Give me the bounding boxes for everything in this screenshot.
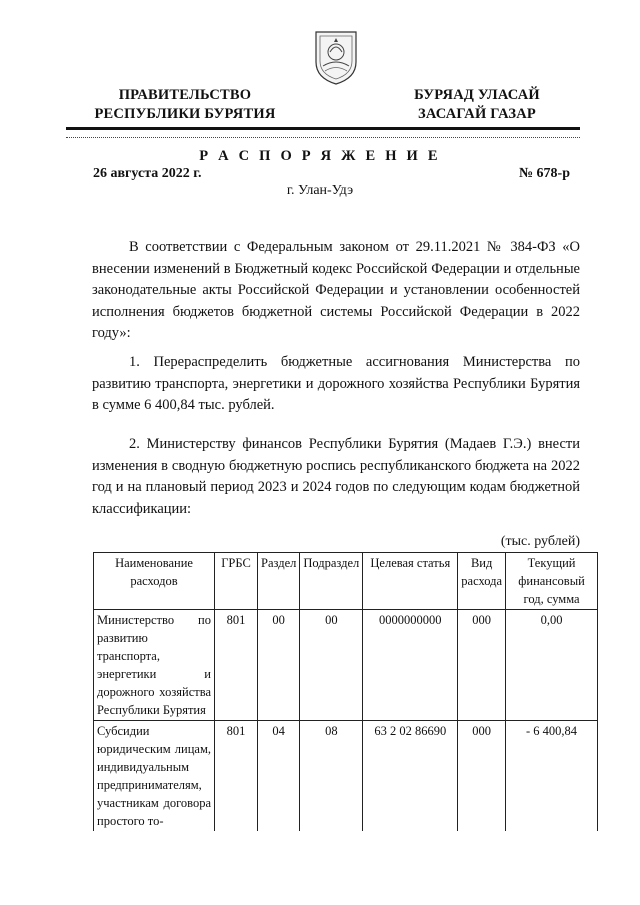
clause-2-paragraph: 2. Министерству финансов Республики Бурятия (Мадаев Г.Э.) внести изменения в сводную бюджетную роспись республиканского бюджета на 2022 год и на плановый период 2023 и 2024 годов по следующим кодам бюджетной классификации: — [92, 436, 580, 517]
cell-razdel: 04 — [258, 721, 300, 832]
document-number: № 678-р — [518, 166, 570, 181]
table-units: (тыс. рублей) — [500, 534, 580, 549]
cell-celevaya: 0000000000 — [363, 610, 458, 721]
government-title-line2: РЕСПУБЛИКИ БУРЯТИЯ — [94, 106, 276, 122]
clause-1-paragraph: 1. Перераспределить бюджетные ассигнования Министерства по развитию транспорта, энергетики и дорожного хозяйства Республики Бурятия в сумме 6 400,84 тыс. рублей. — [92, 354, 580, 413]
table-header-row — [94, 553, 598, 610]
government-title-line1: ПРАВИТЕЛЬСТВО — [118, 87, 252, 103]
cell-vid: 000 — [458, 610, 506, 721]
header-divider — [66, 127, 580, 130]
cell-celevaya: 63 2 02 86690 — [363, 721, 458, 832]
coat-of-arms-icon — [311, 28, 361, 86]
cell-summa: 0,00 — [506, 610, 598, 721]
document-city: г. Улан-Удэ — [286, 183, 354, 198]
cell-podrazdel: 00 — [300, 610, 363, 721]
cell-grbs: 801 — [215, 721, 258, 832]
government-title-buryat-line2: ЗАСАГАЙ ГАЗАР — [418, 106, 536, 122]
cell-summa: - 6 400,84 — [506, 721, 598, 832]
header-summa: Текущий финансовый год, сумма — [506, 553, 598, 610]
document-date: 26 августа 2022 г. — [93, 166, 202, 181]
document-type: Р А С П О Р Я Ж Е Н И Е — [199, 148, 441, 164]
cell-grbs: 801 — [215, 610, 258, 721]
header-name: Наименование расходов — [94, 553, 215, 610]
header-razdel: Раздел — [258, 553, 300, 610]
preamble-paragraph: В соответствии с Федеральным законом от 29.11.2021 № 384-ФЗ «О внесении изменений в Бюджетный кодекс Российской Федерации и отдельные законодательные акты Российской Федерации и установлении особенностей исполнения бюджетов бюджетной системы Российской Федерации в 2022 году»: — [92, 239, 580, 341]
government-title-buryat — [392, 86, 562, 124]
cell-podrazdel: 08 — [300, 721, 363, 832]
table-row — [94, 721, 598, 832]
header-celevaya: Целевая статья — [363, 553, 458, 610]
government-title-buryat-line1: БУРЯАД УЛАСАЙ — [414, 87, 540, 103]
header-vid: Вид расхода — [458, 553, 506, 610]
header-podrazdel: Подраздел — [300, 553, 363, 610]
table-row — [94, 610, 598, 721]
header-grbs: ГРБС — [215, 553, 258, 610]
cell-name: Министерство по развитию транспорта, энергетики и дорожного хозяйства Республики Бурятия — [94, 610, 215, 721]
government-title-russian — [80, 86, 290, 124]
cell-razdel: 00 — [258, 610, 300, 721]
cell-name: Субсидии юридическим лицам, индивидуальным предпринимателям, участникам договора простого то- — [94, 721, 215, 832]
header-dotted-divider — [66, 137, 580, 138]
budget-classification-table — [93, 552, 598, 831]
cell-vid: 000 — [458, 721, 506, 832]
